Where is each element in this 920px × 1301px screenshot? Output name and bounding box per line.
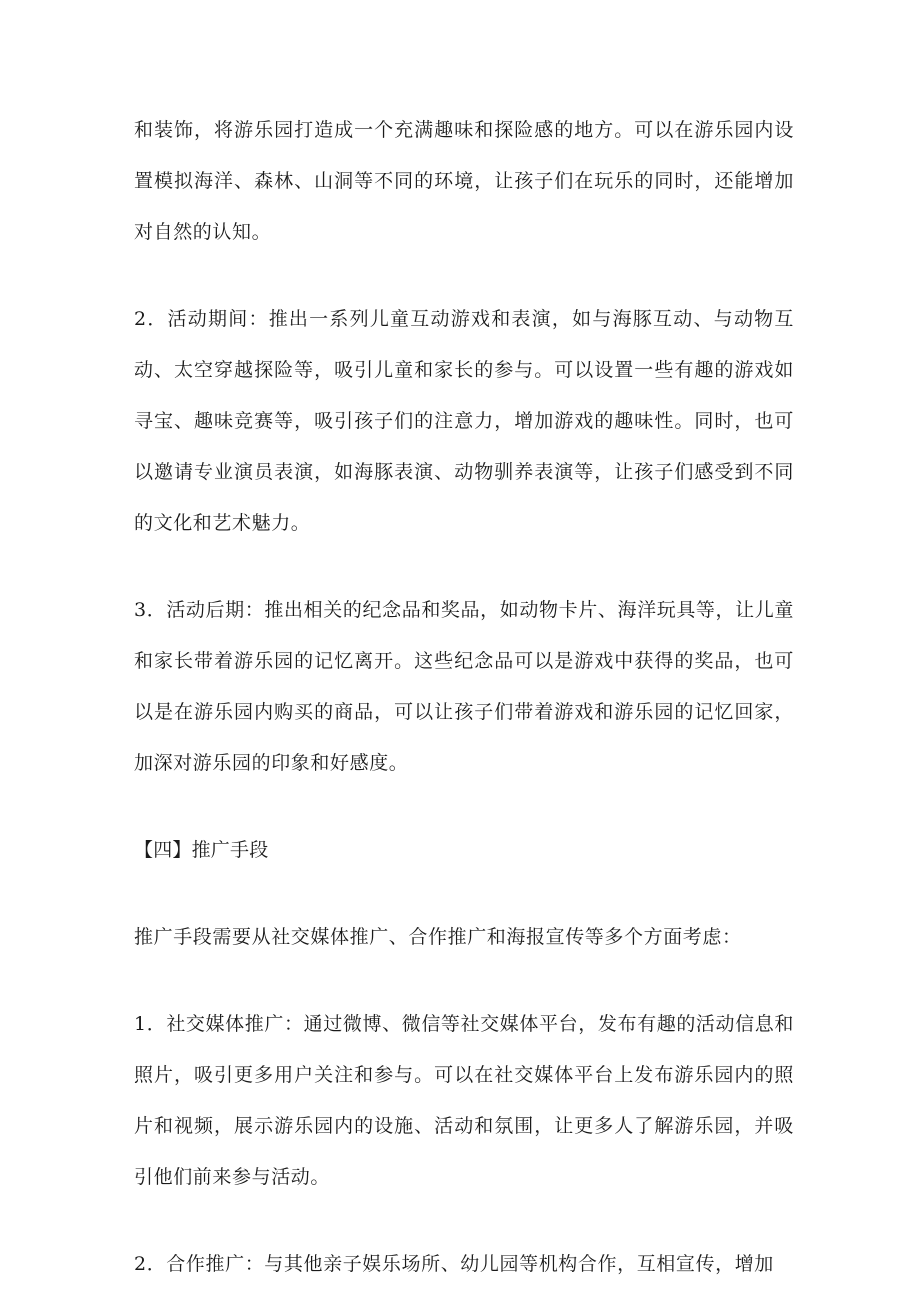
paragraph-promotion-intro: 推广手段需要从社交媒体推广、合作推广和海报宣传等多个方面考虑： [134,926,742,948]
paragraph-activity-during: 2．活动期间：推出一系列儿童互动游戏和表演，如与海豚互动、与动物互动、太空穿越探险等，吸引儿童和家长的参与。可以设置一些有趣的游戏如寻宝、趣味竞赛等，吸引孩子们的注意力，增加游戏的趣味性。同时，也可以邀请专业演员表演，如海豚表演、动物驯养表演等，让孩子们感受到不同的文化和艺术魅力。 [134,308,794,534]
paragraph-activity-after: 3．活动后期：推出相关的纪念品和奖品，如动物卡片、海洋玩具等，让儿童和家长带着游乐园的记忆离开。这些纪念品可以是游戏中获得的奖品，也可以是在游乐园内购买的商品，可以让孩子们带着游戏和游乐园的记忆回家，加深对游乐园的印象和好感度。 [134,599,794,774]
section-heading-promotion: 【四】推广手段 [134,839,269,861]
paragraph-decoration-intro: 和装饰，将游乐园打造成一个充满趣味和探险感的地方。可以在游乐园内设置模拟海洋、森林、山洞等不同的环境，让孩子们在玩乐的同时，还能增加对自然的认知。 [134,119,794,243]
paragraph-cooperation: 2．合作推广：与其他亲子娱乐场所、幼儿园等机构合作，互相宣传，增加 [134,1253,774,1275]
paragraph-social-media: 1．社交媒体推广：通过微博、微信等社交媒体平台，发布有趣的活动信息和照片，吸引更多用户关注和参与。可以在社交媒体平台上发布游乐园内的照片和视频，展示游乐园内的设施、活动和氛围，让更多人了解游乐园，并吸引他们前来参与活动。 [134,1013,794,1188]
